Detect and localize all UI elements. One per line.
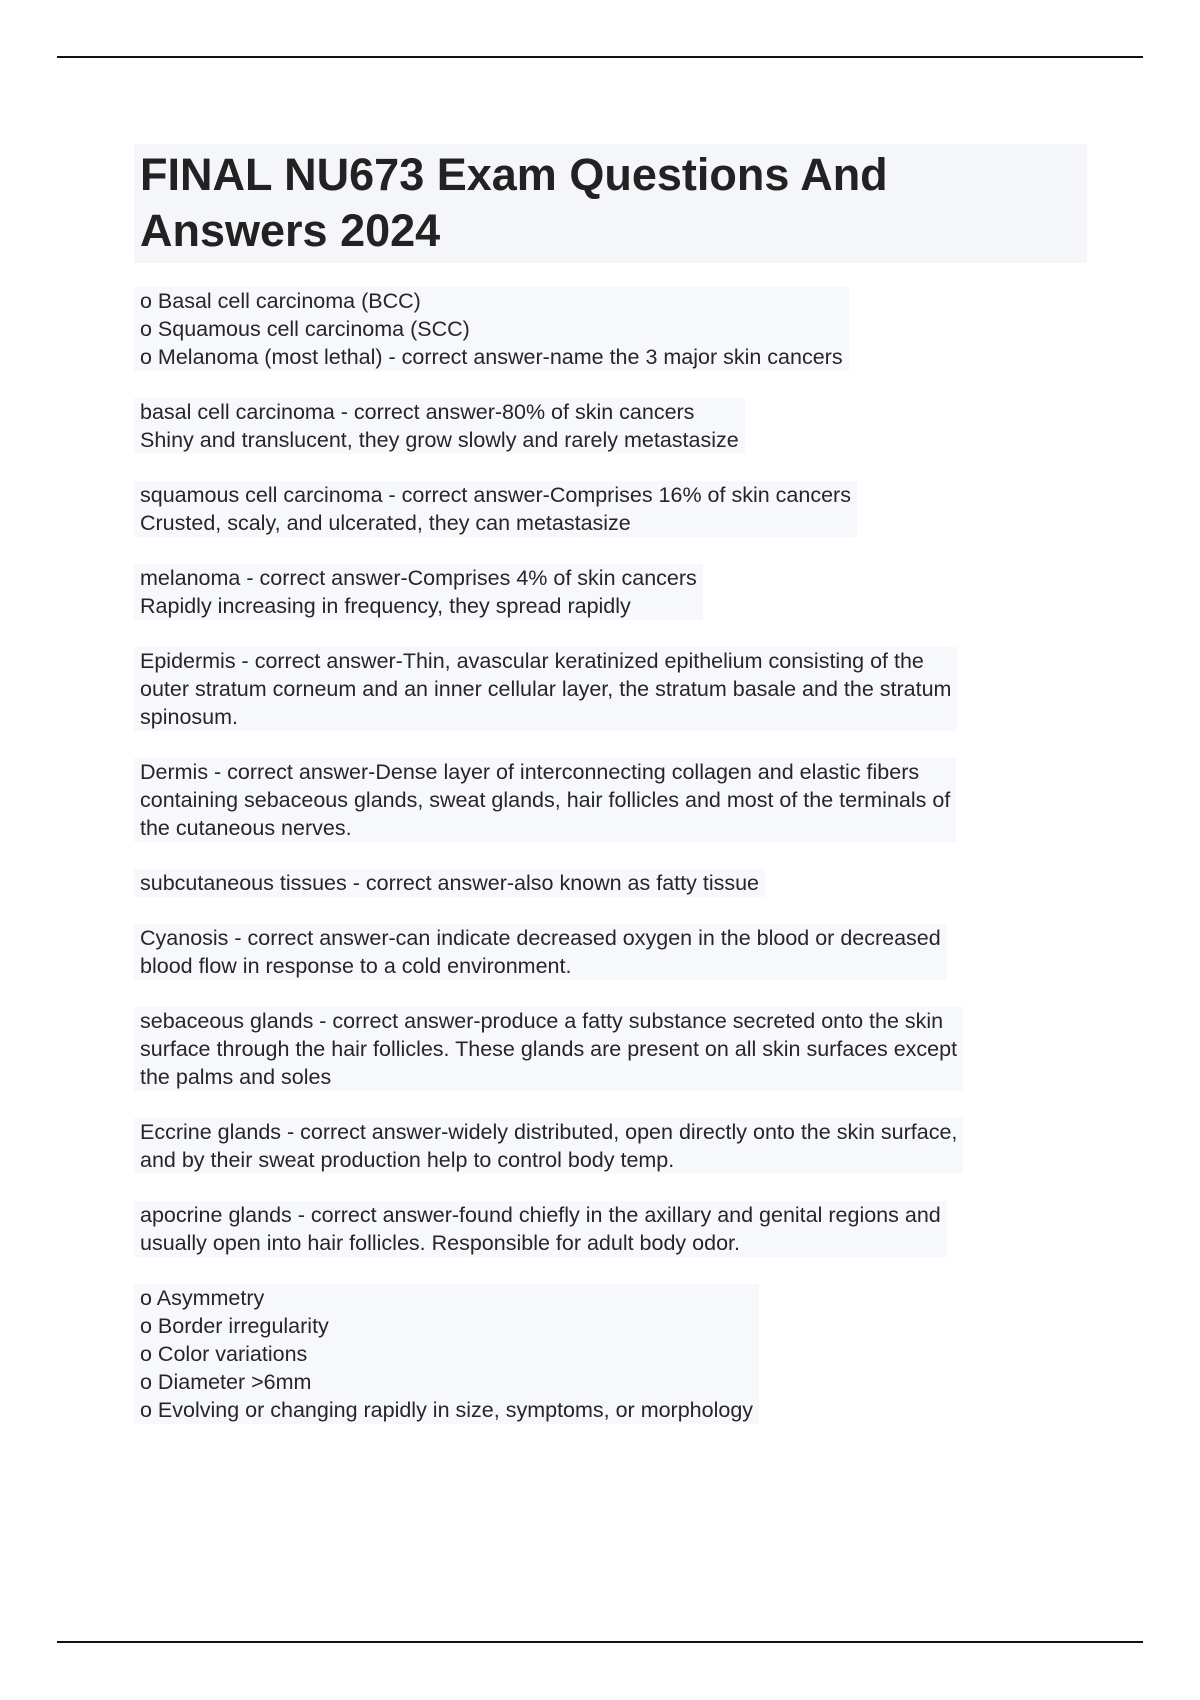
- qa-line: melanoma - correct answer-Comprises 4% of skin cancers: [140, 566, 697, 590]
- qa-line: Cyanosis - correct answer-can indicate decreased oxygen in the blood or decreased: [140, 926, 941, 950]
- qa-line: Eccrine glands - correct answer-widely distributed, open directly onto the skin surface,: [140, 1120, 958, 1144]
- qa-line: o Melanoma (most lethal) - correct answer-name the 3 major skin cancers: [140, 345, 843, 369]
- qa-line: basal cell carcinoma - correct answer-80% of skin cancers: [140, 400, 695, 424]
- qa-line: usually open into hair follicles. Responsible for adult body odor.: [140, 1231, 740, 1255]
- qa-line: squamous cell carcinoma - correct answer-Comprises 16% of skin cancers: [140, 483, 851, 507]
- qa-line: subcutaneous tissues - correct answer-also known as fatty tissue: [140, 871, 760, 895]
- qa-line: o Asymmetry: [140, 1286, 265, 1310]
- qa-line: apocrine glands - correct answer-found chiefly in the axillary and genital regions and: [140, 1203, 941, 1227]
- qa-block: [134, 1201, 947, 1257]
- qa-line: Rapidly increasing in frequency, they spread rapidly: [140, 594, 631, 618]
- qa-block: [134, 1284, 759, 1424]
- qa-line: Shiny and translucent, they grow slowly and rarely metastasize: [140, 428, 739, 452]
- qa-line: outer stratum corneum and an inner cellular layer, the stratum basale and the stratum: [140, 677, 952, 701]
- qa-block: [134, 758, 956, 842]
- qa-block: [134, 1118, 963, 1174]
- qa-line: sebaceous glands - correct answer-produce a fatty substance secreted onto the skin: [140, 1009, 944, 1033]
- qa-line: and by their sweat production help to control body temp.: [140, 1148, 675, 1172]
- qa-line: containing sebaceous glands, sweat glands, hair follicles and most of the terminals of: [140, 788, 951, 812]
- top-rule: [57, 56, 1143, 58]
- qa-line: Epidermis - correct answer-Thin, avascular keratinized epithelium consisting of the: [140, 649, 924, 673]
- qa-block: [134, 287, 849, 371]
- qa-line: o Evolving or changing rapidly in size, symptoms, or morphology: [140, 1398, 754, 1422]
- document-title: FINAL NU673 Exam Questions And Answers 2024: [140, 149, 888, 256]
- qa-line: o Basal cell carcinoma (BCC): [140, 289, 421, 313]
- qa-line: blood flow in response to a cold environment.: [140, 954, 572, 978]
- qa-line: the cutaneous nerves.: [140, 816, 352, 840]
- qa-block: [134, 481, 857, 537]
- qa-block: [134, 647, 957, 731]
- qa-line: the palms and soles: [140, 1065, 332, 1089]
- qa-line: o Color variations: [140, 1342, 308, 1366]
- qa-line: o Diameter >6mm: [140, 1370, 312, 1394]
- bottom-rule: [57, 1641, 1143, 1643]
- qa-line: Dermis - correct answer-Dense layer of interconnecting collagen and elastic fibers: [140, 760, 920, 784]
- title-block: [134, 144, 1087, 263]
- qa-block: [134, 1007, 963, 1091]
- qa-line: spinosum.: [140, 705, 238, 729]
- qa-block: [134, 869, 765, 897]
- qa-block: [134, 564, 703, 620]
- qa-line: surface through the hair follicles. These glands are present on all skin surfaces except: [140, 1037, 958, 1061]
- qa-block: [134, 398, 745, 454]
- document-body: [140, 144, 1087, 1451]
- qa-line: Crusted, scaly, and ulcerated, they can metastasize: [140, 511, 631, 535]
- qa-block: [134, 924, 947, 980]
- qa-line: o Squamous cell carcinoma (SCC): [140, 317, 470, 341]
- qa-line: o Border irregularity: [140, 1314, 329, 1338]
